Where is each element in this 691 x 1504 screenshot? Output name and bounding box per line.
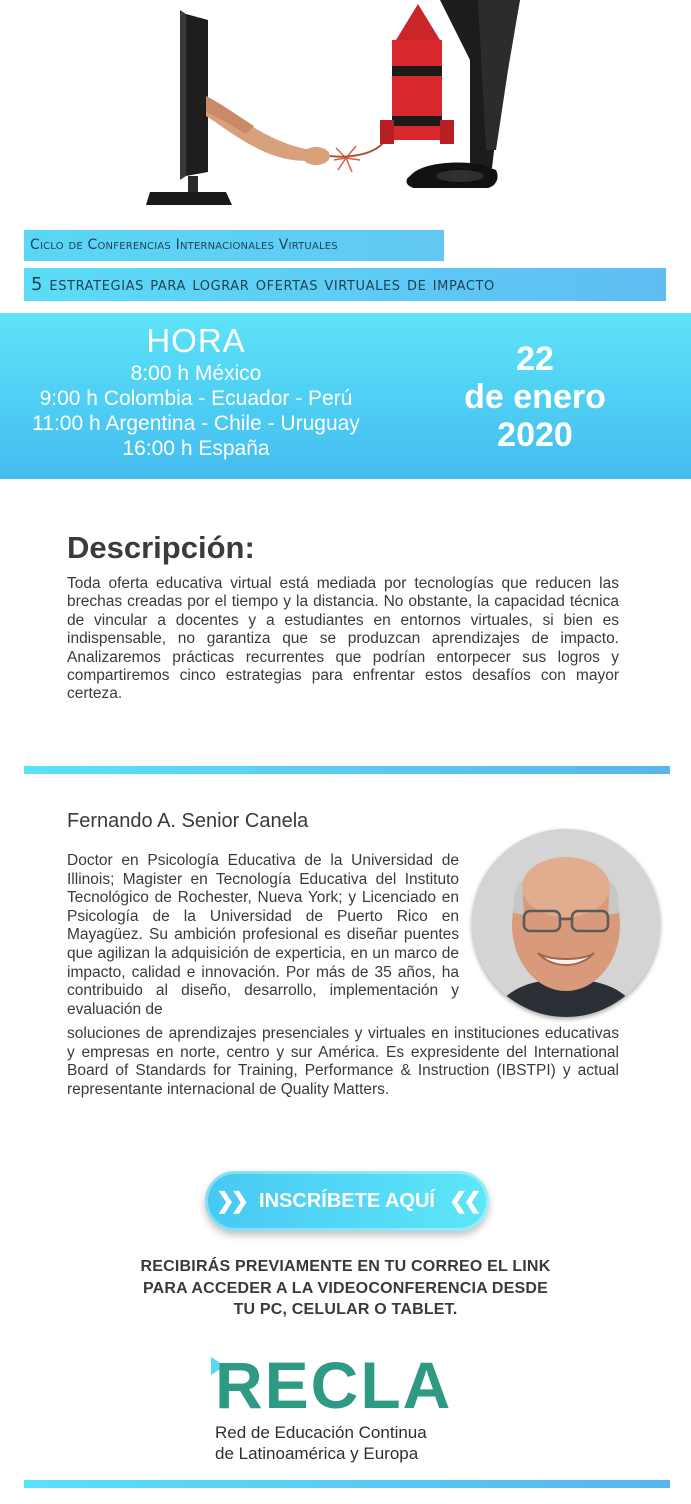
schedule-panel (0, 313, 691, 479)
logo-tagline-line-2: de Latinoamérica y Europa (215, 1444, 419, 1463)
date-year: 2020 (497, 416, 573, 454)
speaker-name: Fernando A. Senior Canela (67, 810, 309, 832)
speaker-portrait (472, 829, 660, 1017)
event-title-banner (24, 268, 666, 301)
logo-tagline (215, 1422, 485, 1464)
notice-line-2: PARA ACCEDER A LA VIDEOCONFERENCIA DESDE (142, 1279, 549, 1297)
notice-line-1: RECIBIRÁS PREVIAMENTE EN TU CORREO EL LINK (140, 1258, 551, 1275)
event-title: 5 estrategias para lograr ofertas virtuales de impacto (31, 274, 495, 295)
monitor-rocket-illustration (0, 0, 691, 220)
time-heading: HORA (146, 322, 246, 359)
logo-tagline-line-1: Red de Educación Continua (215, 1423, 427, 1442)
date-month: de enero (464, 378, 606, 416)
access-notice (100, 1256, 591, 1321)
double-chevron-right-icon: ❯❯ (216, 1188, 246, 1213)
hero-illustration (0, 0, 691, 220)
time-colombia-ecuador-peru: 9:00 h Colombia - Ecuador - Perú (39, 387, 353, 410)
register-button-label: INSCRÍBETE AQUÍ (259, 1189, 435, 1212)
date-day: 22 (516, 340, 554, 378)
speaker-bio-top: Doctor en Psicología Educativa de la Universidad de Illinois; Magister en Tecnología Educativa del Instituto Tecnológico de Rochester, Nueva York; y Licenciado en Psicología de la Universidad de Puerto Rico en Mayagüez. Su ambición profesional es diseñar puentes que agilizan la adquisición de experticia, en un marco de impacto, calidad e innovación. Por más de 35 años, ha contribuido al diseño, desarrollo, implementación y evaluación de (67, 852, 459, 1018)
time-mexico: 8:00 h México (130, 362, 262, 385)
date-block (440, 340, 630, 454)
speaker-photo (472, 829, 660, 1017)
register-button[interactable] (205, 1171, 489, 1231)
double-chevron-left-icon: ❮❮ (448, 1188, 478, 1213)
notice-line-3: TU PC, CELULAR O TABLET. (233, 1301, 458, 1318)
time-argentina-chile-uruguay: 11:00 h Argentina - Chile - Uruguay (32, 412, 360, 435)
cycle-banner (24, 230, 444, 261)
speaker-bio-bottom: soluciones de aprendizajes presenciales y virtuales en instituciones educativas y empresas en norte, centro y sur América. Es expresidente del International Board of Standards for Training, Performance & Instruction (IBSTPI) y actual representante internacional de Quality Matters. (67, 1025, 619, 1098)
time-block (0, 321, 392, 461)
cycle-text: Ciclo de Conferencias Internacionales Virtuales (30, 237, 338, 253)
section-divider (24, 766, 670, 774)
footer-divider (24, 1480, 670, 1488)
description-heading: Descripción: (67, 530, 255, 565)
description-body: Toda oferta educativa virtual está mediada por tecnologías que reducen las brechas creadas por el tiempo y la distancia. No obstante, la capacidad técnica de vincular a docentes y a estudiantes en entornos virtuales, si bien es indispensable, no garantiza que se produzcan aprendizajes de impacto. Analizaremos prácticas recurrentes que podrían entorpecer sus logros y compartiremos cinco estrategias para enfrentar estos desafíos con mayor certeza. (67, 575, 619, 703)
recla-logo: RECLA (215, 1348, 453, 1422)
time-espana: 16:00 h España (122, 437, 270, 460)
